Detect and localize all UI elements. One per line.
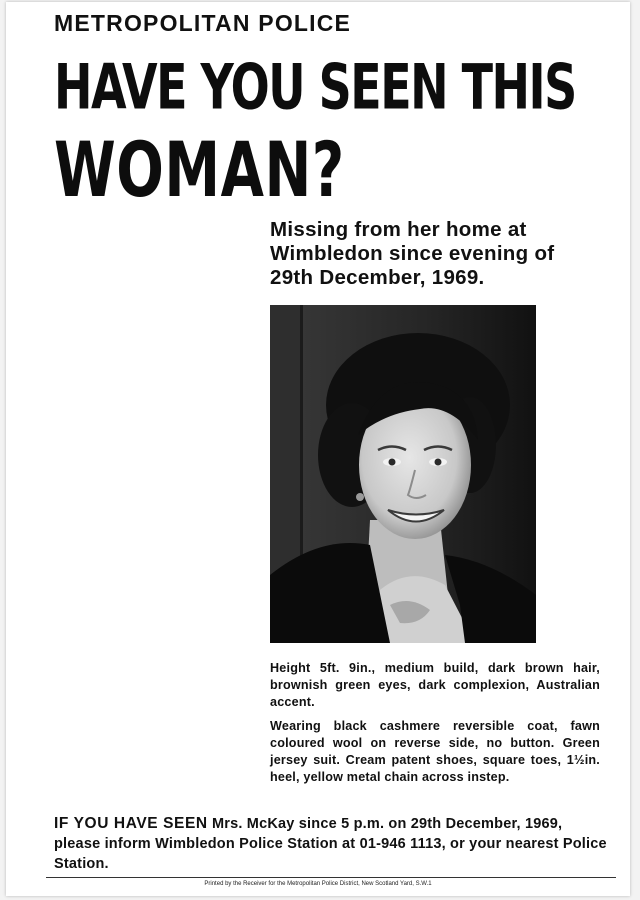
physical-description: Height 5ft. 9in., medium build, dark brown hair, brownish green eyes, dark complexion, Australian accent. <box>270 661 600 709</box>
printer-credit: Printed by the Receiver for the Metropolitan Police District, New Scotland Yard, S.W.1 <box>204 881 432 887</box>
appeal-text: Mrs. McKay since 5 p.m. on 29th December, 1969, please inform Wimbledon Police Station at 01-946 1113, or your nearest Police Station. <box>54 816 607 872</box>
clothing-description: Wearing black cashmere reversible coat, fawn coloured wool on reverse side, no button. Green jersey suit. Cream patent shoes, square toes, 1½in. heel, yellow metal chain across instep. <box>270 719 600 784</box>
appeal-paragraph <box>54 814 610 874</box>
headline-line-2: WOMAN? <box>54 127 345 215</box>
appeal-lead: IF YOU HAVE SEEN <box>54 815 208 832</box>
footer-rule <box>46 877 616 878</box>
headline-line-1: HAVE YOU SEEN THIS <box>54 50 576 124</box>
poster-sheet <box>6 2 630 896</box>
publisher-heading: METROPOLITAN POLICE <box>54 10 352 36</box>
portrait-photo <box>270 305 536 643</box>
portrait-illustration <box>270 305 536 643</box>
missing-notice: Missing from her home at Wimbledon since evening of 29th December, 1969. <box>270 218 555 289</box>
